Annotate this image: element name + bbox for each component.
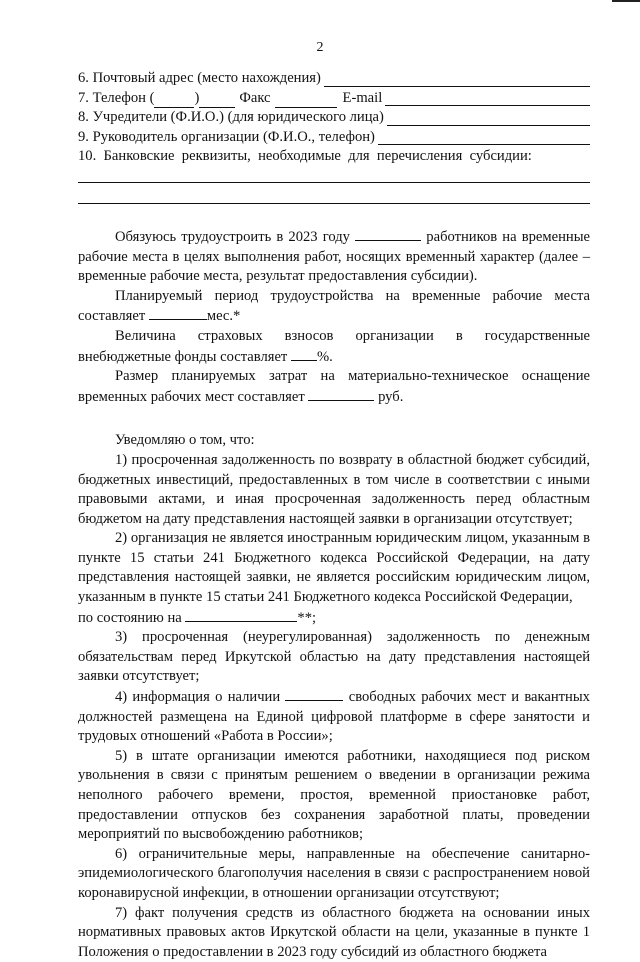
vacancies-count-blank[interactable]: [285, 687, 343, 701]
field-label: 9. Руководитель организации (Ф.И.О., телефон): [78, 128, 375, 145]
form-field-phone-fax-email: [78, 89, 590, 109]
form-field-director: [78, 128, 590, 148]
notice-intro: Уведомляю о том, что:: [115, 432, 255, 449]
text: работников на временные: [426, 228, 591, 245]
field-label: 8. Учредители (Ф.И.О.) (для юридического лица): [78, 109, 384, 126]
costs-amount-blank[interactable]: [308, 387, 374, 401]
document-page: [78, 69, 590, 962]
text: **;: [297, 609, 317, 626]
text: мес.*: [206, 308, 241, 325]
text: 4) информация о наличии: [115, 689, 281, 706]
fax-blank[interactable]: [275, 94, 337, 108]
phone-label: 7. Телефон (: [78, 89, 155, 106]
workers-count-blank[interactable]: [355, 227, 421, 241]
commit-paragraph-4: Размер планируемых затрат на материально-техническое оснащение: [115, 368, 590, 385]
commit-paragraph-4-cont: [78, 387, 590, 408]
text: временных рабочих мест составляет: [78, 388, 305, 405]
notice-item-7: 7) факт получения средств из областного бюджета на основании иных нормативных правовых актов Иркутской области на цели, указанные в пункте 1 Положения о предоставлении в 2023 году субсидий из областного бюджета: [78, 904, 590, 960]
email-label: E-mail: [342, 89, 383, 106]
phone-code-blank[interactable]: [154, 94, 194, 108]
field-label: 10. Банковские реквизиты, необходимые для перечисления субсидии:: [78, 148, 532, 165]
text: свободных рабочих мест и вакантных должностей размещена на Единой цифровой платформе в сфере занятости и трудовых отношений «Работа в России»;: [78, 689, 590, 745]
date-blank[interactable]: [185, 608, 297, 622]
text: составляет: [78, 308, 146, 325]
field-label: 6. Почтовый адрес (место нахождения): [78, 70, 321, 86]
notice-item-1: 1) просроченная задолженность по возврату в областной бюджет субсидий, бюджетных инвестиций, предоставленных в том числе в соответствии с иными правовыми актами, и иная просроченная задолженность перед областным бюджетом на дату представления настоящей заявки в организации отсутствует;: [78, 451, 590, 527]
text: %.: [316, 348, 333, 365]
notice-item-5: 5) в штате организации имеются работники, находящиеся под риском увольнения в связи с принятым решением о введении в организации режима неполного рабочего времени, простоя, временной приостановке работ, предоставлении отпусков без сохранения заработной платы, проведении мероприятий по высвобождению работников;: [78, 747, 590, 843]
text: Обязуюсь трудоустроить в 2023 году: [115, 228, 350, 245]
notice-item-2: 2) организация не является иностранным юридическим лицом, указанным в пункте 15 статьи 241 Бюджетного кодекса Российской Федерации, на дату представления настоящей заявки, не является российским юридическим лицом, указанным в пункте 15 статьи 241 Бюджетного кодекса Российской Федерации,: [78, 530, 590, 606]
bank-details-line-2[interactable]: [78, 188, 590, 204]
form-field-bank-details: [78, 147, 590, 167]
top-edge-line: [612, 0, 640, 2]
phone-number-blank[interactable]: [199, 94, 235, 108]
input-line[interactable]: [324, 72, 590, 87]
commit-paragraph-3-cont: [78, 347, 590, 368]
insurance-percent-blank[interactable]: [291, 347, 317, 361]
form-field-founders: [78, 108, 590, 128]
notice-item-4: [78, 687, 590, 747]
bank-details-line-1[interactable]: [78, 167, 590, 183]
fax-label: Факс: [239, 89, 271, 106]
commit-paragraph-1: [78, 227, 590, 287]
input-line[interactable]: [387, 111, 590, 126]
text: руб.: [378, 388, 404, 405]
notice-item-2-tail: [78, 608, 590, 629]
phone-close-paren: ): [194, 89, 200, 106]
commit-paragraph-2-cont: [78, 306, 590, 327]
text: рабочие места в целях выполнения работ, носящих временный характер (далее – временные рабочие места, результат предоставления субсидии).: [78, 248, 590, 285]
text: внебюджетные фонды составляет: [78, 348, 288, 365]
form-field-postal-address: [78, 69, 590, 89]
page-number: 2: [316, 40, 324, 55]
commit-paragraph-3: Величина страховых взносов организации в государственные: [115, 327, 590, 344]
email-blank[interactable]: [385, 91, 590, 106]
commit-paragraph-2: Планируемый период трудоустройства на временные рабочие места: [115, 287, 590, 304]
notice-item-6: 6) ограничительные меры, направленные на обеспечение санитарно-эпидемиологического благополучия населения в связи с распространением новой коронавирусной инфекции, в отношении организации отсутствуют;: [78, 845, 590, 901]
input-line[interactable]: [378, 130, 590, 145]
notice-item-3: 3) просроченная (неурегулированная) задолженность по денежным обязательствам перед Иркутской областью на дату представления настоящей заявки отсутствует;: [78, 629, 590, 685]
period-months-blank[interactable]: [149, 306, 207, 320]
text: по состоянию на: [78, 609, 182, 626]
